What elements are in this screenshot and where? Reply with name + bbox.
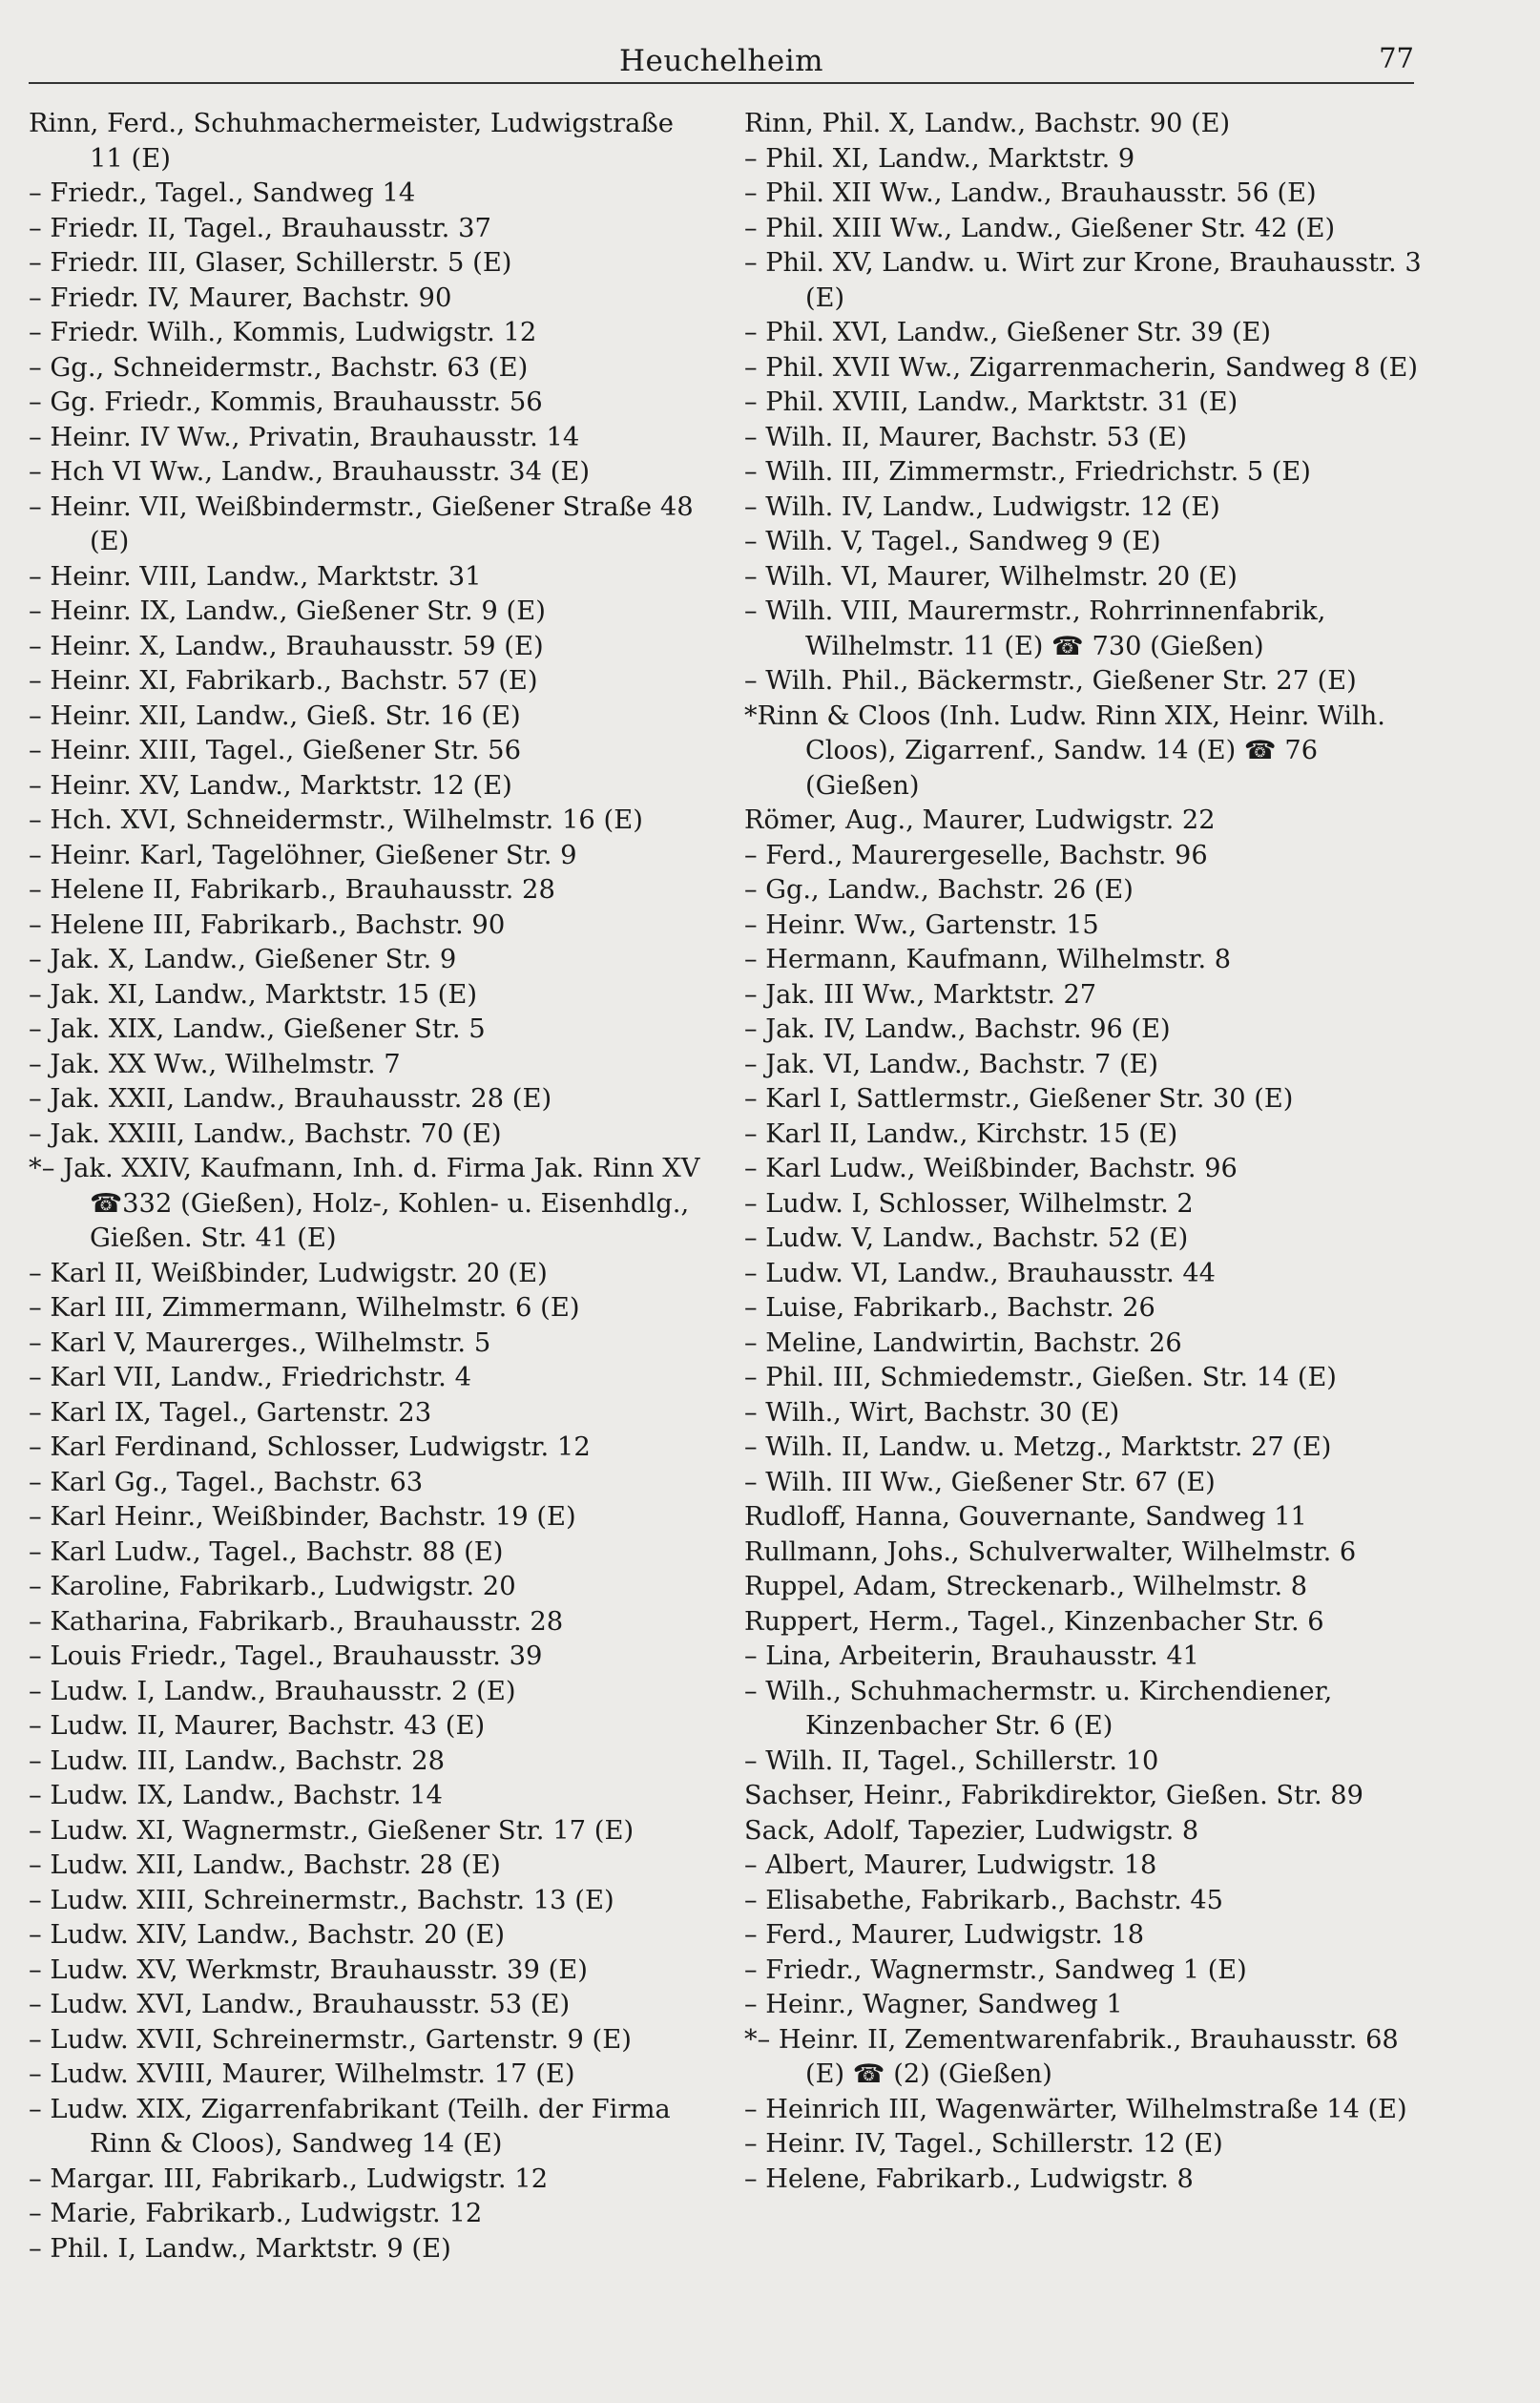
directory-entry: Sachser, Heinr., Fabrikdirektor, Gießen. Str. 89: [744, 1781, 1363, 1810]
directory-entry: – Karl II, Landw., Kirchstr. 15 (E): [744, 1118, 1178, 1149]
directory-entry: – Karl Ludw., Tagel., Bachstr. 88 (E): [29, 1536, 504, 1567]
directory-entry: – Ludw. III, Landw., Bachstr. 28: [29, 1745, 446, 1776]
directory-entry: – Luise, Fabrikarb., Bachstr. 26: [744, 1293, 1155, 1323]
directory-entry: – Wilh. VI, Maurer, Wilhelmstr. 20 (E): [744, 561, 1238, 592]
directory-entry: – Karl II, Weißbinder, Ludwigstr. 20 (E): [29, 1258, 548, 1288]
directory-entry: – Jak. XI, Landw., Marktstr. 15 (E): [29, 979, 478, 1010]
directory-entry: – Heinr. XIII, Tagel., Gießener Str. 56: [29, 736, 521, 765]
directory-entry: – Karl Ferdinand, Schlosser, Ludwigstr. 12: [29, 1432, 591, 1462]
directory-entry: Römer, Aug., Maurer, Ludwigstr. 22: [744, 805, 1216, 835]
directory-entry: – Wilh. II, Tagel., Schillerstr. 10: [744, 1745, 1159, 1776]
directory-entry: – Phil. XVII Ww., Zigarrenmacherin, Sandweg 8 (E): [744, 352, 1418, 383]
directory-entry: – Ludw. V, Landw., Bachstr. 52 (E): [744, 1223, 1189, 1253]
directory-entry: – Friedr., Wagnermstr., Sandweg 1 (E): [744, 1954, 1247, 1985]
directory-entry: Ruppert, Herm., Tagel., Kinzenbacher Str. 6: [744, 1606, 1324, 1637]
directory-entry: – Karl Ludw., Weißbinder, Bachstr. 96: [744, 1154, 1238, 1183]
directory-entry: – Ferd., Maurer, Ludwigstr. 18: [744, 1920, 1145, 1950]
directory-entry: – Heinr. IV, Tagel., Schillerstr. 12 (E): [744, 2129, 1223, 2159]
directory-entry: – Ludw. XI, Wagnermstr., Gießener Str. 17 (E): [29, 1815, 635, 1846]
directory-entry: – Phil. XI, Landw., Marktstr. 9: [744, 143, 1135, 174]
directory-entry: – Karl I, Sattlermstr., Gießener Str. 30 (E): [744, 1084, 1294, 1114]
directory-entry: – Wilh. III Ww., Gießener Str. 67 (E): [744, 1467, 1216, 1497]
directory-entry: *– Heinr. II, Zementwarenfabrik., Brauhausstr. 68 (E) ☎ (2) (Gießen): [744, 2024, 1399, 2089]
directory-entry: – Heinrich III, Wagenwärter, Wilhelmstraße 14 (E): [744, 2094, 1407, 2124]
directory-entry: – Jak. X, Landw., Gießener Str. 9: [29, 945, 457, 974]
page-number: 77: [1379, 42, 1414, 74]
directory-entry: – Karl III, Zimmermann, Wilhelmstr. 6 (E): [29, 1293, 580, 1323]
directory-entry: – Ludw. XIX, Zigarrenfabrikant (Teilh. der Firma Rinn & Cloos), Sandweg 14 (E): [29, 2094, 671, 2159]
directory-entry: – Karoline, Fabrikarb., Ludwigstr. 20: [29, 1572, 516, 1601]
directory-entry: – Heinr. VII, Weißbindermstr., Gießener Straße 48 (E): [29, 491, 694, 556]
directory-entry: – Jak. III Ww., Marktstr. 27: [744, 979, 1097, 1010]
directory-entry: – Phil. XVI, Landw., Gießener Str. 39 (E): [744, 318, 1272, 347]
left-column: [29, 107, 708, 2267]
directory-entry: – Wilh., Wirt, Bachstr. 30 (E): [744, 1397, 1120, 1428]
directory-entry: Rinn, Phil. X, Landw., Bachstr. 90 (E): [744, 109, 1231, 138]
directory-entry: – Helene, Fabrikarb., Ludwigstr. 8: [744, 2163, 1194, 2194]
directory-entry: – Hch. XVI, Schneidermstr., Wilhelmstr. 16 (E): [29, 805, 643, 835]
directory-entry: – Helene II, Fabrikarb., Brauhausstr. 28: [29, 875, 555, 905]
directory-entry: – Gg., Landw., Bachstr. 26 (E): [744, 875, 1134, 905]
directory-entry: – Karl Gg., Tagel., Bachstr. 63: [29, 1467, 424, 1497]
directory-entry: – Jak. IV, Landw., Bachstr. 96 (E): [744, 1014, 1171, 1044]
page-title: Heuchelheim: [618, 44, 824, 78]
directory-entry: – Ludw. XVII, Schreinermstr., Gartenstr. 9 (E): [29, 2024, 632, 2055]
directory-entry: – Jak. XXII, Landw., Brauhausstr. 28 (E): [29, 1084, 552, 1114]
directory-entry: Ruppel, Adam, Streckenarb., Wilhelmstr. 8: [744, 1572, 1308, 1601]
directory-entry: – Phil. XV, Landw. u. Wirt zur Krone, Brauhausstr. 3 (E): [744, 248, 1422, 313]
directory-entry: Rullmann, Johs., Schulverwalter, Wilhelmstr. 6: [744, 1536, 1357, 1567]
directory-entry: – Ludw. VI, Landw., Brauhausstr. 44: [744, 1258, 1216, 1288]
directory-entry: – Heinr., Wagner, Sandweg 1: [744, 1990, 1123, 2019]
directory-entry: – Heinr. XII, Landw., Gieß. Str. 16 (E): [29, 700, 521, 731]
directory-entry: – Marie, Fabrikarb., Ludwigstr. 12: [29, 2199, 483, 2228]
directory-entry: – Friedr., Tagel., Sandweg 14: [29, 178, 416, 208]
directory-entry: – Wilh. III, Zimmermstr., Friedrichstr. 5 (E): [744, 457, 1311, 487]
directory-entry: Sack, Adolf, Tapezier, Ludwigstr. 8: [744, 1815, 1199, 1846]
directory-entry: – Ludw. XIII, Schreinermstr., Bachstr. 13 (E): [29, 1885, 614, 1915]
directory-entry: – Hch VI Ww., Landw., Brauhausstr. 34 (E): [29, 457, 591, 487]
directory-entry: – Wilh. IV, Landw., Ludwigstr. 12 (E): [744, 491, 1220, 522]
directory-entry: – Friedr. Wilh., Kommis, Ludwigstr. 12: [29, 318, 537, 347]
directory-entry: – Wilh. II, Maurer, Bachstr. 53 (E): [744, 422, 1187, 452]
directory-entry: – Ludw. XII, Landw., Bachstr. 28 (E): [29, 1850, 501, 1880]
directory-entry: – Phil. XVIII, Landw., Marktstr. 31 (E): [744, 387, 1238, 417]
directory-entry: – Margar. III, Fabrikarb., Ludwigstr. 12: [29, 2163, 549, 2194]
right-column: [744, 107, 1431, 2197]
directory-entry: – Karl VII, Landw., Friedrichstr. 4: [29, 1363, 472, 1392]
directory-entry: – Gg., Schneidermstr., Bachstr. 63 (E): [29, 352, 529, 383]
directory-entry: – Wilh., Schuhmachermstr. u. Kirchendiener, Kinzenbacher Str. 6 (E): [744, 1676, 1333, 1741]
directory-entry: – Jak. XXIII, Landw., Bachstr. 70 (E): [29, 1118, 502, 1149]
directory-entry: – Hermann, Kaufmann, Wilhelmstr. 8: [744, 945, 1232, 974]
directory-entry: – Jak. VI, Landw., Bachstr. 7 (E): [744, 1049, 1159, 1079]
directory-entry: – Heinr. X, Landw., Brauhausstr. 59 (E): [29, 631, 544, 661]
directory-entry: – Heinr. XI, Fabrikarb., Bachstr. 57 (E): [29, 666, 538, 696]
directory-entry: – Ludw. XVIII, Maurer, Wilhelmstr. 17 (E): [29, 2059, 575, 2089]
directory-entry: – Phil. XIII Ww., Landw., Gießener Str. 42 (E): [744, 213, 1336, 243]
directory-entry: – Heinr. IV Ww., Privatin, Brauhausstr. 14: [29, 422, 580, 452]
directory-entry: – Wilh. II, Landw. u. Metzg., Marktstr. 27 (E): [744, 1432, 1332, 1462]
directory-entry: – Meline, Landwirtin, Bachstr. 26: [744, 1327, 1182, 1358]
directory-entry: – Ludw. II, Maurer, Bachstr. 43 (E): [29, 1711, 486, 1741]
directory-entry: – Albert, Maurer, Ludwigstr. 18: [744, 1850, 1157, 1880]
directory-entry: – Wilh. VIII, Maurermstr., Rohrrinnenfabrik, Wilhelmstr. 11 (E) ☎ 730 (Gießen): [744, 596, 1326, 661]
directory-entry: – Phil. XII Ww., Landw., Brauhausstr. 56 (E): [744, 178, 1317, 208]
directory-entry: – Ludw. XV, Werkmstr, Brauhausstr. 39 (E): [29, 1954, 588, 1985]
directory-entry: – Helene III, Fabrikarb., Bachstr. 90: [29, 909, 506, 940]
directory-entry: – Ludw. XIV, Landw., Bachstr. 20 (E): [29, 1920, 506, 1950]
directory-entry: – Heinr. Ww., Gartenstr. 15: [744, 909, 1099, 940]
directory-entry: – Wilh. Phil., Bäckermstr., Gießener Str. 27 (E): [744, 666, 1357, 696]
directory-entry: – Phil. III, Schmiedemstr., Gießen. Str. 14 (E): [744, 1363, 1337, 1392]
directory-entry: – Friedr. IV, Maurer, Bachstr. 90: [29, 282, 452, 313]
directory-entry: – Ferd., Maurergeselle, Bachstr. 96: [744, 840, 1208, 870]
directory-entry: – Louis Friedr., Tagel., Brauhausstr. 39: [29, 1641, 543, 1671]
page-header: [29, 42, 1414, 84]
directory-entry: – Karl V, Maurerges., Wilhelmstr. 5: [29, 1327, 491, 1358]
directory-entry: – Jak. XIX, Landw., Gießener Str. 5: [29, 1014, 486, 1044]
directory-entry: – Heinr. XV, Landw., Marktstr. 12 (E): [29, 770, 512, 801]
directory-entry: – Friedr. II, Tagel., Brauhausstr. 37: [29, 213, 491, 243]
directory-entry: – Wilh. V, Tagel., Sandweg 9 (E): [744, 527, 1161, 556]
directory-entry: – Gg. Friedr., Kommis, Brauhausstr. 56: [29, 387, 543, 417]
directory-entry: – Heinr. Karl, Tagelöhner, Gießener Str. 9: [29, 840, 577, 870]
directory-entry: – Friedr. III, Glaser, Schillerstr. 5 (E): [29, 248, 512, 278]
directory-entry: Rudloff, Hanna, Gouvernante, Sandweg 11: [744, 1502, 1307, 1532]
directory-entry: *Rinn & Cloos (Inh. Ludw. Rinn XIX, Heinr. Wilh. Cloos), Zigarrenf., Sandw. 14 (E) ☎ 76 (Gießen): [744, 700, 1385, 801]
directory-entry: – Ludw. IX, Landw., Bachstr. 14: [29, 1781, 443, 1810]
directory-entry: – Katharina, Fabrikarb., Brauhausstr. 28: [29, 1606, 564, 1637]
directory-entry: Rinn, Ferd., Schuhmachermeister, Ludwigstraße 11 (E): [29, 109, 674, 174]
directory-entry: – Heinr. VIII, Landw., Marktstr. 31: [29, 561, 482, 592]
directory-entry: – Karl IX, Tagel., Gartenstr. 23: [29, 1397, 432, 1428]
directory-entry: *– Jak. XXIV, Kaufmann, Inh. d. Firma Jak. Rinn XV ☎332 (Gießen), Holz-, Kohlen- u. Eisenhdlg., Gießen. Str. 41 (E): [29, 1154, 700, 1253]
directory-entry: – Karl Heinr., Weißbinder, Bachstr. 19 (E): [29, 1502, 576, 1532]
directory-entry: – Phil. I, Landw., Marktstr. 9 (E): [29, 2233, 451, 2264]
directory-entry: – Ludw. I, Landw., Brauhausstr. 2 (E): [29, 1676, 516, 1706]
directory-entry: – Elisabethe, Fabrikarb., Bachstr. 45: [744, 1885, 1223, 1915]
directory-entry: – Heinr. IX, Landw., Gießener Str. 9 (E): [29, 596, 546, 626]
directory-entry: – Lina, Arbeiterin, Brauhausstr. 41: [744, 1641, 1199, 1671]
directory-entry: – Ludw. I, Schlosser, Wilhelmstr. 2: [744, 1188, 1194, 1219]
directory-entry: – Jak. XX Ww., Wilhelmstr. 7: [29, 1049, 401, 1079]
directory-entry: – Ludw. XVI, Landw., Brauhausstr. 53 (E): [29, 1990, 571, 2019]
